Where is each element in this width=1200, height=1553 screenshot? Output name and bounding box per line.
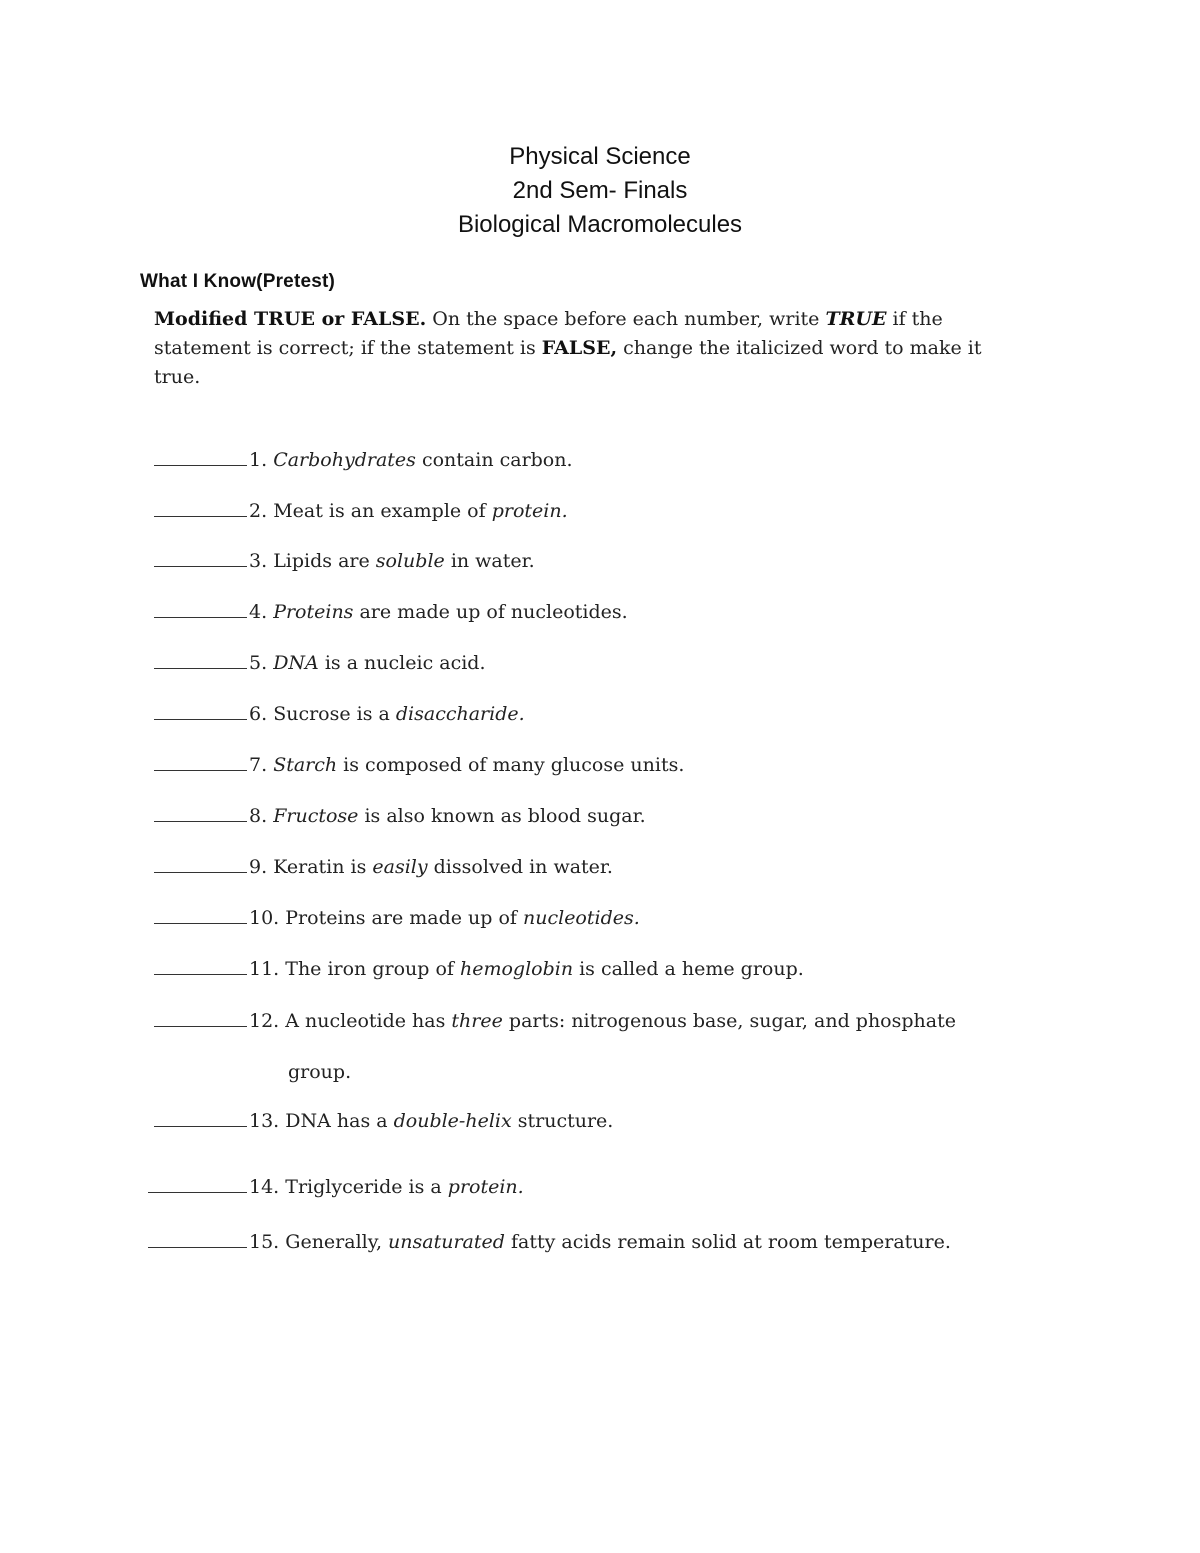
answer-blank[interactable] xyxy=(154,648,247,669)
question-number: 11. xyxy=(249,958,280,980)
italic-term: soluble xyxy=(375,550,445,572)
italic-term: Fructose xyxy=(273,805,359,827)
answer-blank[interactable] xyxy=(154,903,247,924)
italic-term: three xyxy=(451,1010,503,1032)
topic-title: Biological Macromolecules xyxy=(457,211,743,238)
question-item: 3. Lipids are soluble in water. xyxy=(154,546,1054,576)
italic-term: protein. xyxy=(491,500,568,522)
question-number: 9. xyxy=(249,856,268,878)
italic-term: protein. xyxy=(447,1176,524,1198)
italic-term: unsaturated xyxy=(388,1231,505,1253)
question-continuation: group. xyxy=(288,1061,352,1083)
answer-blank[interactable] xyxy=(154,852,247,873)
italic-term: Carbohydrates xyxy=(273,449,416,471)
question-item: 7. Starch is composed of many glucose units. xyxy=(154,750,1054,780)
italic-term: Proteins xyxy=(273,601,354,623)
question-item: 11. The iron group of hemoglobin is called a heme group. xyxy=(154,954,1054,984)
question-number: 5. xyxy=(249,652,268,674)
italic-term: DNA xyxy=(273,652,319,674)
question-item: 1. Carbohydrates contain carbon. xyxy=(154,445,1054,475)
question-number: 12. xyxy=(249,1010,280,1032)
italic-term: nucleotides. xyxy=(523,907,640,929)
question-number: 10. xyxy=(249,907,280,929)
answer-blank[interactable] xyxy=(154,445,247,466)
instructions xyxy=(154,305,1024,392)
term-title: 2nd Sem- Finals xyxy=(512,177,688,204)
answer-blank[interactable] xyxy=(154,1106,247,1127)
question-item: 2. Meat is an example of protein. xyxy=(154,496,1054,526)
instructions-true-word: TRUE xyxy=(825,308,887,330)
italic-term: Starch xyxy=(273,754,338,776)
question-item: 9. Keratin is easily dissolved in water. xyxy=(154,852,1054,882)
instructions-false-word: FALSE, xyxy=(541,337,618,359)
question-item: 6. Sucrose is a disaccharide. xyxy=(154,699,1054,729)
instructions-text-2: if the statement is correct; if the statement is xyxy=(154,308,943,359)
question-number: 14. xyxy=(249,1176,280,1198)
question-number: 13. xyxy=(249,1110,280,1132)
question-item: 5. DNA is a nucleic acid. xyxy=(154,648,1054,678)
instructions-text-3: change the italicized word to make it true. xyxy=(154,337,982,388)
answer-blank[interactable] xyxy=(154,801,247,822)
question-item: 15. Generally, unsaturated fatty acids remain solid at room temperature. xyxy=(148,1227,1048,1257)
subject-title: Physical Science xyxy=(509,143,691,170)
question-item: 4. Proteins are made up of nucleotides. xyxy=(154,597,1054,627)
page-header xyxy=(0,140,1200,242)
answer-blank[interactable] xyxy=(154,699,247,720)
answer-blank[interactable] xyxy=(154,597,247,618)
section-heading: What I Know(Pretest) xyxy=(140,271,336,292)
answer-blank[interactable] xyxy=(154,1006,247,1027)
question-item: 14. Triglyceride is a protein. xyxy=(148,1172,1048,1202)
answer-blank[interactable] xyxy=(154,496,247,517)
question-item: 8. Fructose is also known as blood sugar. xyxy=(154,801,1054,831)
answer-blank[interactable] xyxy=(154,546,247,567)
question-number: 2. xyxy=(249,500,268,522)
question-number: 15. xyxy=(249,1231,280,1253)
question-number: 8. xyxy=(249,805,268,827)
question-number: 3. xyxy=(249,550,268,572)
italic-term: hemoglobin xyxy=(459,958,574,980)
answer-blank[interactable] xyxy=(148,1227,247,1248)
instructions-text-1: On the space before each number, write xyxy=(426,308,826,330)
answer-blank[interactable] xyxy=(154,750,247,771)
question-number: 7. xyxy=(249,754,268,776)
italic-term: double-helix xyxy=(393,1110,512,1132)
question-number: 4. xyxy=(249,601,268,623)
question-item: 12. A nucleotide has three parts: nitrogenous base, sugar, and phosphate xyxy=(154,1006,1054,1036)
question-item: 13. DNA has a double-helix structure. xyxy=(154,1106,1054,1136)
instructions-lead: Modified TRUE or FALSE. xyxy=(154,308,427,330)
italic-term: disaccharide. xyxy=(395,703,525,725)
italic-term: easily xyxy=(372,856,428,878)
answer-blank[interactable] xyxy=(154,954,247,975)
answer-blank[interactable] xyxy=(148,1172,247,1193)
question-item: 10. Proteins are made up of nucleotides. xyxy=(154,903,1054,933)
question-number: 1. xyxy=(249,449,268,471)
question-number: 6. xyxy=(249,703,268,725)
